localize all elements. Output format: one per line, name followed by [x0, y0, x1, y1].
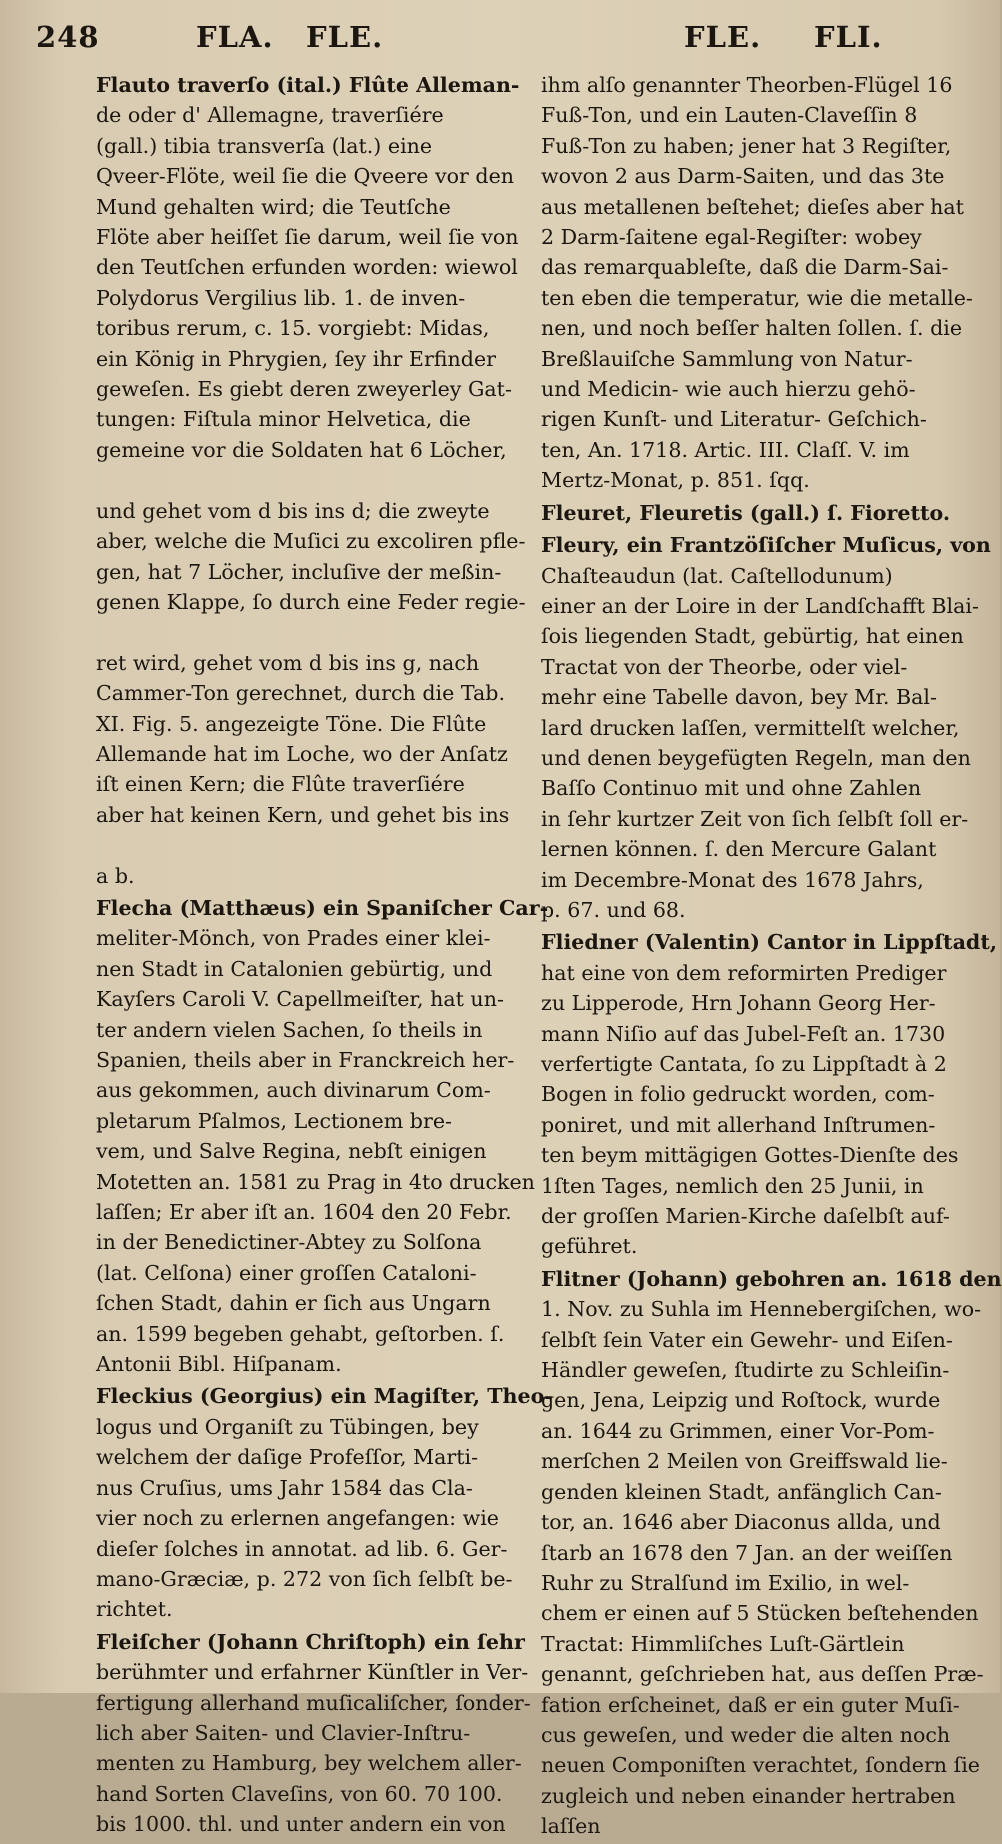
entry-line: Flecha (Matthæus) ein Spaniſcher Car- [96, 895, 549, 920]
entry-line: merſchen 2 Meilen von Greiffswald lie- [541, 1449, 948, 1474]
entry-line: toribus rerum, c. 15. vorgiebt: Midas, [96, 316, 490, 341]
entry-line: Händler geweſen, ſtudirte zu Schleiſin- [541, 1358, 950, 1383]
entry-line: 2 Darm-ſaitene egal-Regiſter: wobey [541, 225, 922, 250]
entry-line: zu Lipperode, Hrn Johann Georg Her- [541, 991, 936, 1016]
entry-line: hat eine von dem reformirten Prediger [541, 960, 947, 985]
entry-line: einer an der Loire in der Landſchafft Blai- [541, 593, 979, 618]
entry-line: tor, an. 1646 aber Diaconus allda, und [541, 1510, 941, 1535]
entry-line: iſt einen Kern; die Flûte traverſiére [96, 772, 465, 797]
entry-line: welchem der daſige Profeſſor, Marti- [96, 1445, 479, 1470]
entry-line: und denen beygefügten Regeln, man den [541, 745, 971, 770]
entry-line: Tractat von der Theorbe, oder viel- [541, 654, 908, 679]
entry-line: menten zu Hamburg, bey welchem aller- [96, 1751, 522, 1776]
entry-line: ſchen Stadt, dahin er ſich aus Ungarn [96, 1291, 491, 1316]
entry-line: Kayſers Caroli V. Capellmeiſter, hat un- [96, 987, 504, 1012]
entry-line: Fuß-Ton zu haben; jener hat 3 Regiſter, [541, 133, 952, 158]
dictionary-entry [96, 70, 526, 891]
entry-line: der groſſen Marien-Kirche daſelbſt auf- [541, 1204, 950, 1229]
dictionary-entry [96, 893, 549, 1380]
entry-line: Tractat: Himmliſches Luſt-Gärtlein [541, 1631, 905, 1656]
entry-line: ein König in Phrygien, ſey ihr Erfinder [96, 346, 497, 371]
entry-line: Ruhr zu Stralſund im Exilio, in wel- [541, 1570, 910, 1595]
entry-line: Fleury, ein Frantzöſiſcher Muſicus, von [541, 533, 991, 558]
entry-line: Qveer-Flöte, weil ſie die Qveere vor den [96, 164, 515, 189]
entry-line: Fliedner (Valentin) Cantor in Lippſtadt, [541, 930, 997, 955]
running-header [36, 20, 972, 66]
entry-line: aus metallenen beſtehet; dieſes aber hat [541, 194, 964, 219]
entry-line: an. 1599 begeben gehabt, geſtorben. ſ. [96, 1321, 505, 1346]
entry-line: genannt, geſchrieben hat, aus deſſen Præ- [541, 1662, 984, 1687]
entry-line: ſois liegenden Stadt, gebürtig, hat einen [541, 624, 964, 649]
entry-line: Mertz-Monat, p. 851. ſqq. [541, 468, 810, 493]
entry-line: aber hat keinen Kern, und gehet bis ins [96, 802, 510, 827]
entry-line: lard drucken laſſen, vermittelſt welcher, [541, 715, 960, 740]
entry-line: Mund gehalten wird; die Teutſche [96, 194, 451, 219]
entry-line: gen, hat 7 Löcher, incluſive der meßin- [96, 559, 502, 584]
entry-line: Fuß-Ton, und ein Lauten-Claveſſin 8 [541, 103, 918, 128]
left-column [96, 70, 553, 1842]
entry-line: laſſen; Er aber iſt an. 1604 den 20 Febr. [96, 1200, 512, 1225]
entry-line: Antonii Bibl. Hiſpanam. [96, 1352, 342, 1377]
entry-line: fation erſcheinet, daß er ein guter Muſi- [541, 1692, 960, 1717]
entry-line: dieſer ſolches in annotat. ad lib. 6. Ger- [96, 1536, 508, 1561]
entry-line: XI. Fig. 5. angezeigte Töne. Die Flûte [96, 711, 487, 736]
entry-line: Polydorus Vergilius lib. 1. de inven- [96, 285, 466, 310]
entry-line: Fleckius (Georgius) ein Magiſter, Theo- [96, 1384, 553, 1409]
header-head-right-2: FLI. [814, 20, 883, 54]
dictionary-entry [96, 1627, 531, 1840]
entry-line: nus Cruſius, ums Jahr 1584 das Cla- [96, 1475, 473, 1500]
entry-line: Spanien, theils aber in Franckreich her- [96, 1048, 515, 1072]
entry-line: den Teutſchen erfunden worden: wiewol [96, 255, 518, 280]
entry-line: ten eben die temperatur, wie die metalle- [541, 285, 973, 310]
entry-line: chem er einen auf 5 Stücken beſtehenden [541, 1601, 979, 1626]
entry-line: nen, und noch beſſer halten ſollen. ſ. die [541, 316, 963, 341]
entry-line: mano-Græciæ, p. 272 von ſich ſelbſt be- [96, 1566, 513, 1591]
header-head-left-2: FLE. [306, 20, 384, 54]
entry-line: meliter-Mönch, von Prades einer klei- [96, 926, 491, 951]
header-head-right-1: FLE. [684, 20, 762, 54]
entry-line: hand Sorten Claveſins, von 60. 70 100. [96, 1781, 503, 1806]
entry-line: wovon 2 aus Darm-Saiten, und das 3te [541, 164, 945, 189]
entry-line: Flitner (Johann) gebohren an. 1618 den [541, 1266, 1002, 1291]
dictionary-entry [541, 498, 965, 528]
entry-line: richtet. [96, 1597, 173, 1622]
entry-line: berühmter und erfahrner Künſtler in Ver- [96, 1660, 529, 1685]
entry-line: bis 1000. thl. und unter andern ein von [96, 1812, 506, 1837]
header-head-left-1: FLA. [196, 20, 274, 54]
entry-line: p. 67. und 68. [541, 897, 686, 922]
dictionary-entry [541, 70, 973, 496]
entry-line: das remarquableſte, daß die Darm-Sai- [541, 255, 949, 280]
entry-line: 1. Nov. zu Suhla im Hennebergiſchen, wo- [541, 1297, 982, 1322]
entry-line: Baſſo Continuo mit und ohne Zahlen [541, 776, 922, 801]
entry-line: nen Stadt in Catalonien gebürtig, und [96, 956, 493, 981]
entry-line: Breßlauiſche Sammlung von Natur- [541, 346, 913, 371]
entry-line: tungen: Fiſtula minor Helvetica, die [96, 407, 471, 432]
entry-line: rigen Kunſt- und Literatur- Geſchich- [541, 407, 927, 432]
dictionary-entry [96, 1381, 553, 1624]
entry-line: mehr eine Tabelle davon, bey Mr. Bal- [541, 685, 937, 710]
entry-line: ter andern vielen Sachen, ſo theils in [96, 1017, 483, 1042]
entry-line: ſtarb an 1678 den 7 Jan. an der weiſſen [541, 1540, 953, 1565]
dictionary-entry [541, 530, 991, 925]
entry-line: 1ſten Tages, nemlich den 25 Junii, in [541, 1173, 924, 1198]
entry-line: fertigung allerhand muſicaliſcher, ſonder- [96, 1690, 531, 1715]
entry-line: Flöte aber heiſſet ſie darum, weil ſie von [96, 225, 519, 250]
entry-line: cus geweſen, und weder die alten noch [541, 1722, 951, 1747]
entry-line: aber, welche die Muſici zu excoliren pfle- [96, 529, 526, 554]
entry-line: de oder d' Allemagne, traverſiére [96, 103, 444, 128]
entry-line: und Medicin- wie auch hierzu gehö- [541, 377, 916, 402]
entry-line: (lat. Celſona) einer groſſen Cataloni- [96, 1260, 477, 1285]
entry-line: verfertigte Cantata, ſo zu Lippſtadt à 2 [541, 1052, 947, 1076]
entry-line: Motetten an. 1581 zu Prag in 4to drucken [96, 1169, 535, 1194]
entry-line: Bogen in folio gedruckt worden, com- [541, 1082, 935, 1107]
entry-line: ret wird, gehet vom d bis ins g, nach [96, 650, 480, 675]
entry-line: geweſen. Es giebt deren zweyerley Gat- [96, 377, 512, 402]
entry-line: vem, und Salve Regina, nebſt einigen [96, 1139, 487, 1164]
entry-line [116, 617, 514, 647]
entry-line: und gehet vom d bis ins d; die zweyte [96, 498, 490, 523]
entry-line: pletarum Pſalmos, Lectionem bre- [96, 1108, 452, 1133]
entry-line: ten, An. 1718. Artic. III. Claſſ. V. im [541, 437, 910, 462]
entry-line: lich aber Saiten- und Clavier-Inſtru- [96, 1720, 471, 1745]
entry-line: ten beym mittägigen Gottes-Dienſte des [541, 1143, 959, 1168]
entry-line: Fleuret, Fleuretis (gall.) ſ. Fioretto. [541, 500, 951, 525]
entry-line: Fleiſcher (Johann Chriſtoph) ein ſehr [96, 1629, 525, 1654]
entry-line: logus und Organiſt zu Tübingen, bey [96, 1414, 479, 1439]
entry-line: lernen können. ſ. den Mercure Galant [541, 837, 937, 862]
entry-line: laſſen [541, 1814, 601, 1839]
entry-line: ihm alſo genannter Theorben-Flügel 16 [541, 73, 953, 97]
entry-line: im Decembre-Monat des 1678 Jahrs, [541, 867, 924, 892]
entry-line: zugleich und neben einander hertraben [541, 1783, 956, 1808]
entry-line: a b. [96, 863, 135, 888]
entry-line: neuen Componiſten verachtet, ſondern ſie [541, 1753, 980, 1778]
entry-line: poniret, und mit allerhand Inſtrumen- [541, 1112, 936, 1137]
entry-line: genden kleinen Stadt, anfänglich Can- [541, 1479, 942, 1504]
entry-line: genen Klappe, ſo durch eine Feder regie- [96, 589, 526, 614]
entry-line: Allemande hat im Loche, wo der Anſatz [96, 741, 508, 766]
right-column [541, 70, 1002, 1844]
dictionary-entry [541, 1264, 1002, 1842]
entry-line: an. 1644 zu Grimmen, einer Vor-Pom- [541, 1418, 935, 1443]
entry-line: Chaſteaudun (lat. Caſtellodunum) [541, 563, 893, 588]
entry-line: gen, Jena, Leipzig und Roſtock, wurde [541, 1388, 941, 1413]
entry-line: ſelbſt ſein Vater ein Gewehr- und Eiſen- [541, 1327, 953, 1352]
page-number: 248 [36, 20, 100, 54]
entry-line: mann Niſio auf das Jubel-Feſt an. 1730 [541, 1021, 946, 1046]
entry-line: in der Benedictiner-Abtey zu Solſona [96, 1230, 482, 1255]
entry-line: gemeine vor die Soldaten hat 6 Löcher, [96, 437, 507, 462]
entry-line: vier noch zu erlernen angefangen: wie [96, 1506, 499, 1531]
entry-line [116, 465, 514, 495]
dictionary-entry [541, 927, 997, 1261]
entry-line: Flauto traverſo (ital.) Flûte Alleman- [96, 73, 520, 97]
entry-line: geführet. [541, 1234, 638, 1259]
entry-line: in ſehr kurtzer Zeit von ſich ſelbſt ſoll er- [541, 806, 969, 831]
entry-line [116, 830, 514, 860]
entry-line: Cammer-Ton gerechnet, durch die Tab. [96, 681, 505, 706]
entry-line: (gall.) tibia transverſa (lat.) eine [96, 133, 433, 158]
entry-line: aus gekommen, auch divinarum Com- [96, 1078, 491, 1103]
